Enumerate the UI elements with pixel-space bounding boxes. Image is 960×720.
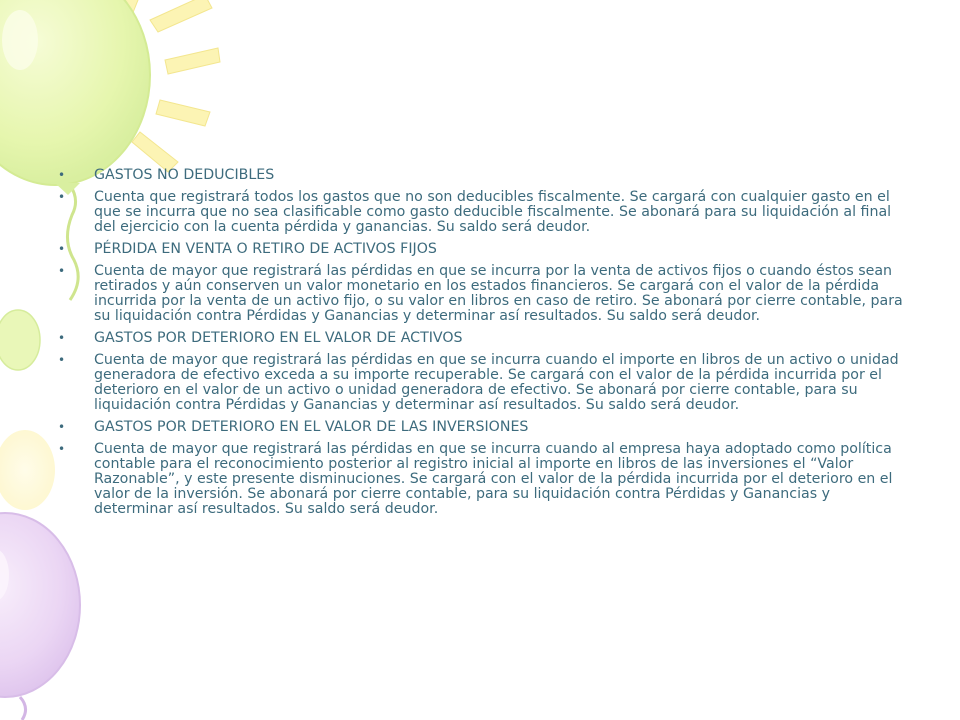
- description-text: Cuenta que registrará todos los gastos que no son deducibles fiscalmente. Se cargará con cualquier gasto en el que se incurra que no sea clasificable como gasto deducible fiscalmente. Se abonará para su liquidación al final del ejercicio con la cuenta pérdida y ganancias. Su saldo será deudor.: [94, 189, 892, 235]
- bullet-icon: •: [58, 190, 66, 204]
- description-text: Cuenta de mayor que registrará las pérdidas en que se incurra cuando el importe en libros de un activo o unidad generadora de efectivo exceda a su importe recuperable. Se cargará con el valor de la pérdida incurrida por el deterioro en el valor de un activo o unidad generadora de efectivo. Se abonará por cierre contable, para su liquidación contra Pérdidas y Ganancias y determinar así resultados. Su saldo será deudor.: [94, 352, 899, 413]
- list-item: [58, 331, 908, 346]
- yellow-balloon-icon: [0, 430, 55, 510]
- small-green-balloon-icon: [0, 310, 40, 370]
- bullet-icon: •: [58, 242, 66, 256]
- list-item: [58, 420, 908, 435]
- list-item: [58, 264, 908, 324]
- bullet-icon: •: [58, 442, 66, 456]
- bullet-icon: •: [58, 264, 66, 278]
- heading-gastos-no-deducibles: GASTOS NO DEDUCIBLES: [94, 167, 275, 183]
- bullet-icon: •: [58, 331, 66, 345]
- list-item: [58, 442, 908, 517]
- bullet-icon: •: [58, 168, 66, 182]
- list-item: [58, 168, 908, 183]
- description-text: Cuenta de mayor que registrará las pérdidas en que se incurra por la venta de activos fijos o cuando éstos sean retirados y aún conserven un valor monetario en los estados financieros. Se cargará con el valor de la pérdida incurrida por la venta de un activo fijo, o su valor en libros en caso de retiro. Se abonará por cierre contable, para su liquidación contra Pérdidas y Ganancias y determinar así resultados. Su saldo será deudor.: [94, 263, 903, 324]
- description-text: Cuenta de mayor que registrará las pérdidas en que se incurra cuando al empresa haya adoptado como política contable para el reconocimiento posterior al registro inicial al importe en libros de las inversiones el “Valor Razonable”, y este presente disminuciones. Se cargará con el valor de la pérdida incurrida por el deterioro en el valor de la inversión. Se abonará por cierre contable, para su liquidación contra Pérdidas y Ganancias y determinar así resultados. Su saldo será deudor.: [94, 441, 893, 517]
- purple-balloon-icon: [0, 513, 80, 720]
- list-item: [58, 242, 908, 257]
- heading-deterioro-inversiones: GASTOS POR DETERIORO EN EL VALOR DE LAS INVERSIONES: [94, 419, 529, 435]
- heading-deterioro-activos: GASTOS POR DETERIORO EN EL VALOR DE ACTIVOS: [94, 330, 463, 346]
- heading-perdida-venta-retiro: PÉRDIDA EN VENTA O RETIRO DE ACTIVOS FIJOS: [94, 241, 437, 257]
- bullet-list: [58, 168, 908, 524]
- list-item: [58, 353, 908, 413]
- list-item: [58, 190, 908, 235]
- bullet-icon: •: [58, 420, 66, 434]
- bullet-icon: •: [58, 353, 66, 367]
